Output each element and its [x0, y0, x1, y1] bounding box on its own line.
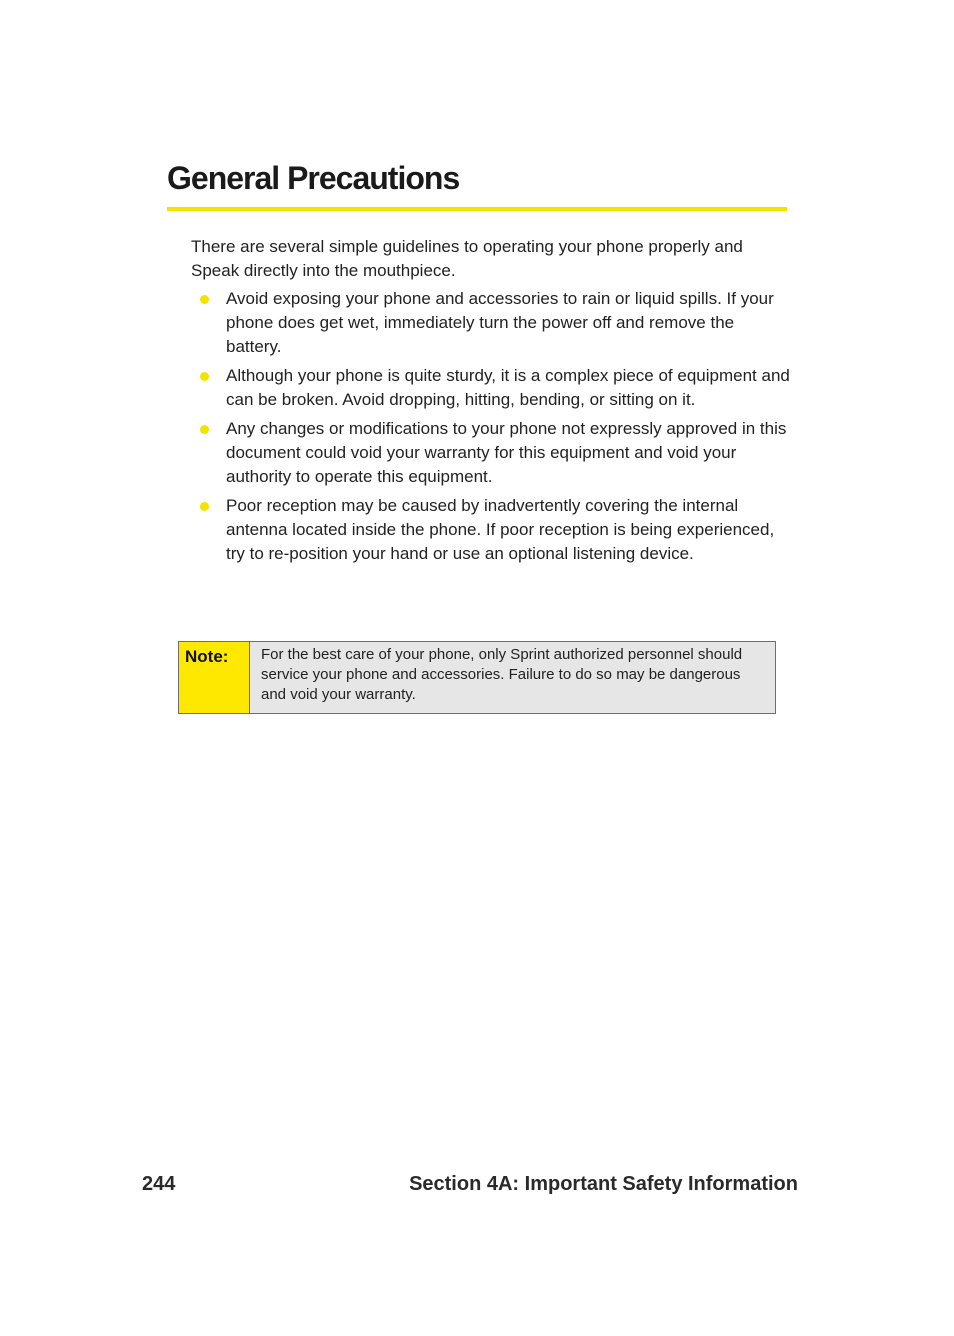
- title-rule: [167, 207, 787, 211]
- bullet-dot-icon: [200, 295, 209, 304]
- list-item-text: Although your phone is quite sturdy, it is a complex piece of equipment and can be broken. Avoid dropping, hitting, bending, or sitting on it.: [226, 366, 790, 409]
- list-item: [191, 417, 791, 489]
- intro-paragraph: There are several simple guidelines to operating your phone properly and Speak directly into the mouthpiece.: [191, 237, 743, 280]
- list-item-text: Avoid exposing your phone and accessories to rain or liquid spills. If your phone does get wet, immediately turn the power off and remove the battery.: [226, 289, 774, 356]
- list-item-text: Poor reception may be caused by inadvertently covering the internal antenna located inside the phone. If poor reception is being experienced, try to re-position your hand or use an optional listening device.: [226, 496, 775, 563]
- list-item: [191, 494, 791, 566]
- list-item: [191, 287, 791, 359]
- bullet-dot-icon: [200, 425, 209, 434]
- note-text: For the best care of your phone, only Sprint authorized personnel should service your phone and accessories. Failure to do so may be dangerous and void your warranty.: [250, 642, 775, 713]
- bullet-dot-icon: [200, 502, 209, 511]
- page-number: 244: [142, 1173, 176, 1195]
- bullet-dot-icon: [200, 372, 209, 381]
- precautions-list: [191, 287, 791, 571]
- note-box: [178, 641, 776, 714]
- section-title: Section 4A: Important Safety Information: [409, 1173, 798, 1195]
- list-item-text: Any changes or modifications to your phone not expressly approved in this document could void your warranty for this equipment and void your authority to operate this equipment.: [226, 419, 787, 486]
- note-label: Note:: [179, 642, 250, 713]
- page-title: General Precautions: [167, 160, 460, 196]
- list-item: [191, 364, 791, 412]
